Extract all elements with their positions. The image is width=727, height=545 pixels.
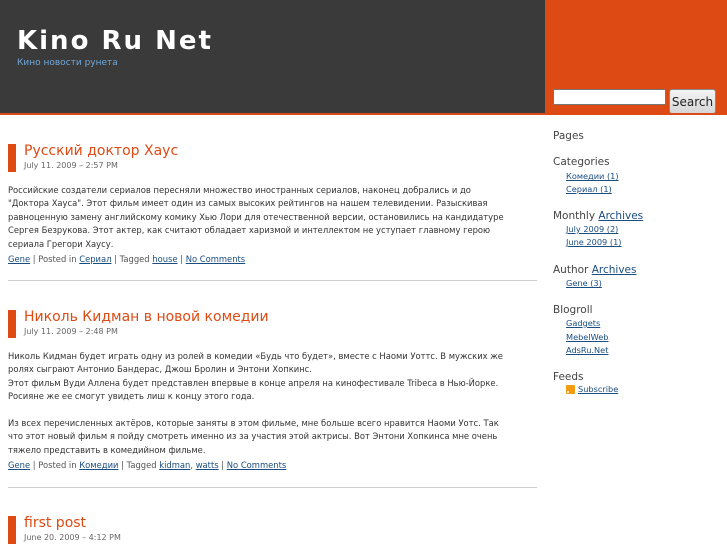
sidebar-item-feed — [566, 384, 618, 394]
post-body-line: Сергея Безрукова. Этот актер, как считают обладает харизмой и интеллектом не уступает главному герою — [8, 225, 491, 236]
sidebar-item-category[interactable]: Сериал (1) — [566, 184, 612, 194]
post-category-link[interactable]: Сериал — [79, 254, 112, 264]
sidebar-item-category[interactable]: Комедии (1) — [566, 171, 619, 181]
search-button[interactable]: Search — [669, 89, 716, 114]
post-tag-link[interactable]: house — [152, 254, 178, 264]
post-body-line: Из всех перечисленных актёров, которые заняты в этом фильме, мне больше всего нравится Наоми Уотс. Так — [8, 418, 499, 429]
search-input[interactable] — [553, 89, 666, 105]
post-title[interactable]: Николь Кидман в новой комедии — [24, 309, 269, 325]
post-body-line: сериала Грегори Хаусу. — [8, 238, 114, 249]
post-category-link[interactable]: Комедии — [79, 460, 119, 470]
post-body-line — [8, 404, 538, 417]
meta-separator: | — [221, 460, 225, 470]
rss-icon — [566, 385, 575, 394]
post-author-link[interactable]: Gene — [8, 460, 31, 470]
post-body-line: равноценную замену английскому комику Хью Лори для отечественной версии, остановились на кандидатуре — [8, 211, 504, 222]
site-tagline: Кино новости рунета — [17, 58, 118, 68]
post-accent-bar — [8, 516, 16, 544]
post-title[interactable]: first post — [24, 515, 87, 531]
author-archives-link[interactable]: Archives — [591, 264, 637, 276]
post-body-line: тяжело представить в комедийном фильме. — [8, 444, 206, 455]
post-body-line: "Доктора Хауса". Этот фильм имеет один из самых высоких рейтингов на нашем телевидении. Разыскивая — [8, 198, 488, 209]
monthly-label: Monthly — [553, 210, 596, 222]
sidebar-heading-author — [553, 264, 636, 276]
post-accent-bar — [8, 144, 16, 172]
post-title[interactable]: Русский доктор Хаус — [24, 143, 179, 159]
header-divider — [0, 113, 727, 115]
site-header — [0, 0, 727, 113]
post-tag-link[interactable]: kidman — [159, 460, 191, 470]
sidebar-heading-pages: Pages — [553, 130, 584, 142]
post-meta — [8, 254, 245, 264]
sidebar-heading-categories: Categories — [553, 156, 610, 168]
post-date: July 11. 2009 – 2:57 PM — [24, 161, 118, 170]
sidebar-heading-feeds: Feeds — [553, 371, 584, 383]
post-body — [8, 350, 538, 457]
sidebar-item-month[interactable]: June 2009 (1) — [566, 237, 622, 247]
tagged-label: | Tagged — [121, 460, 157, 470]
tagged-label: | Tagged — [114, 254, 150, 264]
post-separator — [8, 487, 537, 488]
posted-in-label: | Posted in — [32, 254, 77, 264]
header-dark-panel — [0, 0, 545, 113]
post-body-line: Николь Кидман будет играть одну из ролей в комедии «Будь что будет», вместе с Наоми Уоттс. В мужских же — [8, 351, 503, 361]
subscribe-link[interactable]: Subscribe — [578, 384, 619, 394]
post-body — [8, 184, 538, 251]
post-meta — [8, 460, 286, 470]
post-date: July 11. 2009 – 2:48 PM — [24, 327, 118, 336]
sidebar-item-blogroll[interactable]: MebelWeb — [566, 332, 609, 342]
post-body-line: ролях сыграют Антонио Бандерас, Джош Бролин и Энтони Хопкинс. — [8, 364, 312, 375]
meta-separator: | — [180, 254, 184, 264]
post-comments-link[interactable]: No Comments — [185, 254, 246, 264]
sidebar-item-month[interactable]: July 2009 (2) — [566, 224, 619, 234]
post-body-line: Росияне же ее смогут увидеть лиш к концу этого года. — [8, 391, 255, 402]
site-title[interactable]: Kino Ru Net — [17, 26, 213, 56]
author-label: Author — [553, 264, 589, 276]
post-tag-link[interactable]: watts — [195, 460, 219, 470]
monthly-archives-link[interactable]: Archives — [598, 210, 644, 222]
posted-in-label: | Posted in — [32, 460, 77, 470]
post-body-line: Российские создатели сериалов пересняли множество иностранных сериалов, наконец добрались и до — [8, 185, 471, 195]
sidebar-item-blogroll[interactable]: Gadgets — [566, 318, 601, 328]
sidebar-heading-blogroll: Blogroll — [553, 304, 593, 316]
sidebar-heading-monthly — [553, 210, 643, 222]
post-accent-bar — [8, 310, 16, 338]
post-date: June 20. 2009 – 4:12 PM — [24, 533, 121, 542]
post-body-line: что этот новый фильм я пойду смотреть именно из за участия этой актрисы. Вот Энтони Хопкинса мне очень — [8, 431, 498, 442]
post-comments-link[interactable]: No Comments — [226, 460, 287, 470]
post-separator — [8, 280, 537, 281]
tag-comma: , — [190, 460, 194, 470]
post-author-link[interactable]: Gene — [8, 254, 31, 264]
post-body-line: Этот фильм Вуди Аллена будет представлен впервые в конце апреля на кинофестивале Tribeca в Нью-Йорке. — [8, 377, 499, 388]
sidebar-item-blogroll[interactable]: AdsRu.Net — [566, 345, 609, 355]
sidebar-item-author[interactable]: Gene (3) — [566, 278, 602, 288]
